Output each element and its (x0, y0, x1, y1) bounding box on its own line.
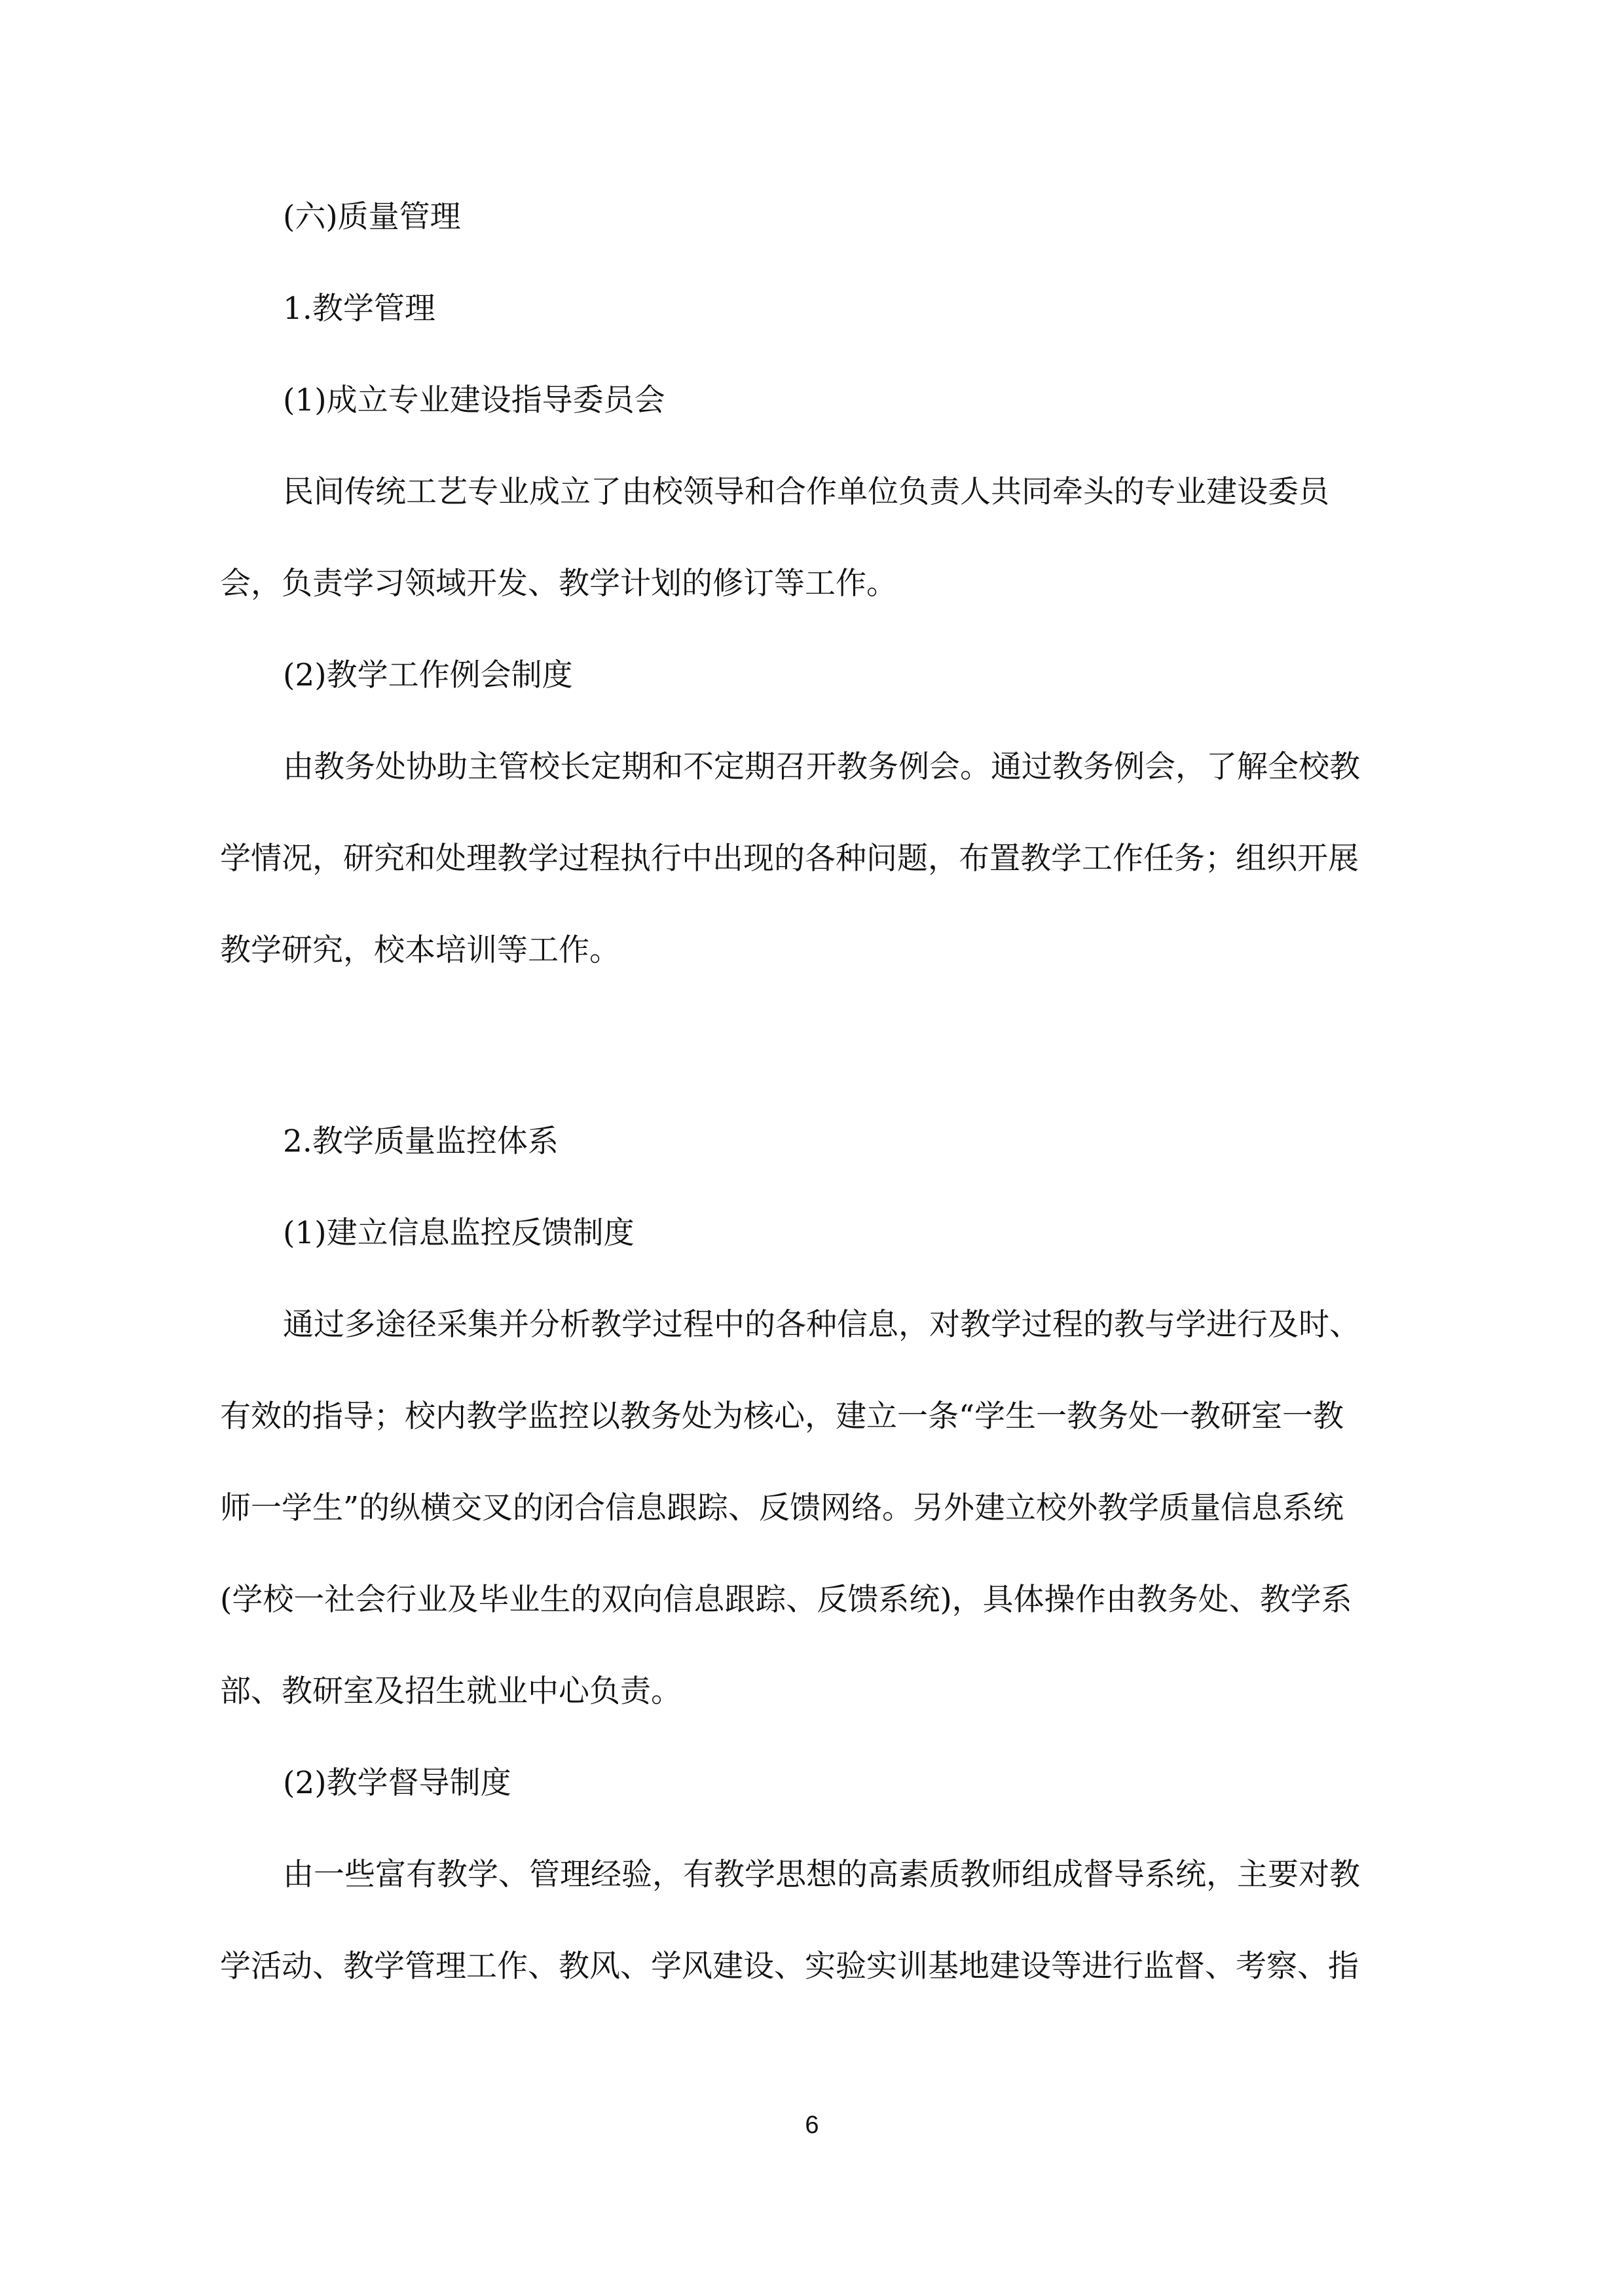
paragraph-line: 师一学生”的纵横交叉的闭合信息跟踪、反馈网络。另外建立校外教学质量信息系统 (220, 1490, 1344, 1526)
paragraph-line: 有效的指导；校内教学监控以教务处为核心，建立一条“学生一教务处一教研室一教 (220, 1398, 1344, 1434)
paragraph-line: 由一些富有教学、管理经验，有教学思想的高素质教师组成督导系统，主要对教 (283, 1857, 1360, 1893)
section-heading: (六)质量管理 (283, 199, 461, 235)
paragraph-line: 学情况，研究和处理教学过程执行中出现的各种问题，布置教学工作任务；组织开展 (220, 841, 1359, 877)
paragraph-line: 民间传统工艺专业成立了由校领导和合作单位负责人共同牵头的专业建设委员 (283, 474, 1329, 510)
item-heading-supervision-system: (2)教学督导制度 (283, 1765, 511, 1801)
item-heading-feedback-system: (1)建立信息监控反馈制度 (283, 1215, 635, 1251)
page-number: 6 (805, 2111, 819, 2139)
item-heading-meeting-system: (2)教学工作例会制度 (283, 657, 573, 693)
paragraph-line: 会，负责学习领域开发、教学计划的修订等工作。 (220, 566, 897, 602)
subsection-heading-teaching-management: 1.教学管理 (283, 291, 435, 327)
paragraph-line: 教学研究，校本培训等工作。 (220, 932, 620, 968)
paragraph-line: (学校一社会行业及毕业生的双向信息跟踪、反馈系统)，具体操作由教务处、教学系 (220, 1582, 1352, 1618)
paragraph-line: 部、教研室及招生就业中心负责。 (220, 1673, 682, 1709)
paragraph-line: 通过多途径采集并分析教学过程中的各种信息，对教学过程的教与学进行及时、 (283, 1307, 1360, 1343)
paragraph-line: 由教务处协助主管校长定期和不定期召开教务例会。通过教务例会，了解全校教 (283, 749, 1360, 785)
paragraph-line: 学活动、教学管理工作、教风、学风建设、实验实训基地建设等进行监督、考察、指 (220, 1948, 1359, 1984)
subsection-heading-quality-monitoring: 2.教学质量监控体系 (283, 1123, 559, 1159)
item-heading-committee: (1)成立专业建设指导委员会 (283, 382, 665, 418)
